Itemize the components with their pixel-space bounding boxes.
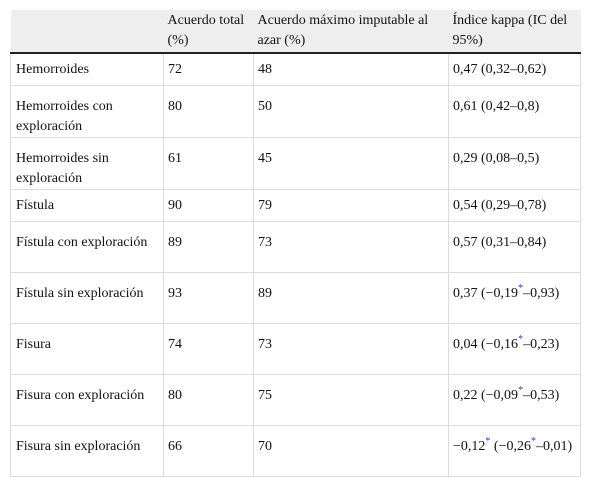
row-label: Fisura sin exploración [11,425,164,476]
row-label: Hemorroides sin exploración [11,137,164,189]
header-acuerdo-total: Acuerdo total (%) [164,10,254,53]
cell-total: 80 [164,374,254,425]
cell-kappa: 0,61 (0,42–0,8) [449,85,581,137]
table-row [11,85,581,137]
header-acuerdo-azar: Acuerdo máximo imputable al azar (%) [254,10,449,53]
kappa-part-b: –0,23) [523,336,560,352]
table-row [11,374,581,425]
kappa-part-a: 0,37 (−0,19 [453,285,519,301]
kappa-part-b: –0,53) [523,387,560,403]
kappa-part-mid: (−0,26 [490,438,531,454]
footnote-link[interactable]: * [518,384,524,396]
kappa-part-a: 0,04 (−0,16 [453,336,519,352]
cell-azar: 48 [254,53,449,85]
row-label: Fístula con exploración [11,221,164,272]
cell-kappa: 0,47 (0,32–0,62) [449,53,581,85]
row-label: Hemorroides [11,53,164,85]
cell-azar: 79 [254,189,449,221]
cell-azar: 73 [254,221,449,272]
cell-total: 61 [164,137,254,189]
cell-azar: 89 [254,272,449,323]
cell-azar: 70 [254,425,449,476]
kappa-part-b: –0,93) [523,285,560,301]
table-row [11,221,581,272]
table-row [11,425,581,476]
kappa-part-b: –0,01) [535,438,573,454]
row-label: Fisura [11,323,164,374]
cell-total: 66 [164,425,254,476]
row-label: Fístula [11,189,164,221]
cell-kappa [449,323,581,374]
footnote-link[interactable]: * [518,282,524,294]
table-row [11,53,581,85]
cell-total: 72 [164,53,254,85]
cell-total: 90 [164,189,254,221]
table-row [11,189,581,221]
cell-azar: 73 [254,323,449,374]
cell-azar: 45 [254,137,449,189]
kappa-part-a: 0,22 (−0,09 [453,387,519,403]
cell-total: 89 [164,221,254,272]
table-row [11,272,581,323]
footnote-link[interactable]: * [530,435,536,447]
cell-kappa [449,272,581,323]
cell-kappa [449,374,581,425]
kappa-part-a: −0,12 [453,438,486,454]
row-label: Hemorroides con exploración [11,85,164,137]
row-label: Fisura con exploración [11,374,164,425]
agreement-table [10,10,581,477]
row-label: Fístula sin exploración [11,272,164,323]
header-empty [11,10,164,53]
cell-azar: 50 [254,85,449,137]
cell-kappa: 0,57 (0,31–0,84) [449,221,581,272]
cell-kappa: 0,54 (0,29–0,78) [449,189,581,221]
footnote-link[interactable]: * [485,435,491,447]
cell-total: 80 [164,85,254,137]
header-row [11,10,581,53]
table-row [11,137,581,189]
cell-total: 93 [164,272,254,323]
cell-kappa: 0,29 (0,08–0,5) [449,137,581,189]
cell-kappa [449,425,581,476]
cell-total: 74 [164,323,254,374]
header-kappa: Índice kappa (IC del 95%) [449,10,581,53]
footnote-link[interactable]: * [518,333,524,345]
table-row [11,323,581,374]
cell-azar: 75 [254,374,449,425]
